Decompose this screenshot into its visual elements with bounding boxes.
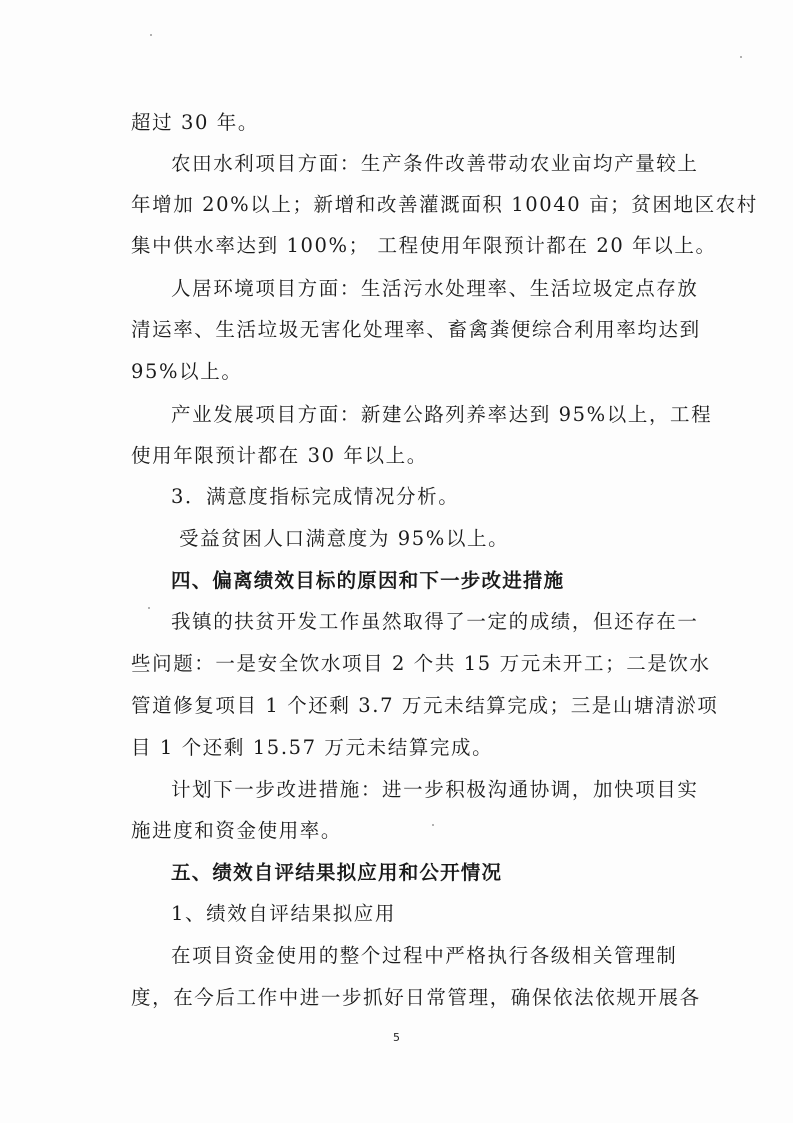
scan-speck (150, 34, 152, 36)
section-subheading: 1、绩效自评结果拟应用 (171, 902, 397, 925)
paragraph-line: 受益贫困人口满意度为 95%以上。 (179, 527, 510, 550)
paragraph-line: 农田水利项目方面：生产条件改善带动农业亩均产量较上 (171, 152, 699, 175)
section-heading-4: 四、偏离绩效目标的原因和下一步改进措施 (171, 569, 565, 592)
paragraph-line: 施进度和资金使用率。 (131, 819, 343, 842)
paragraph-line: 产业发展项目方面：新建公路列养率达到 95%以上，工程 (171, 403, 713, 426)
paragraph-line: 集中供水率达到 100%； 工程使用年限预计都在 20 年以上。 (131, 234, 717, 257)
section-subheading: 3．满意度指标完成情况分析。 (171, 485, 460, 508)
paragraph-line: 超过 30 年。 (131, 111, 260, 134)
paragraph-line: 年增加 20%以上；新增和改善灌溉面积 10040 亩；贫困地区农村 (131, 193, 758, 216)
paragraph-line: 清运率、生活垃圾无害化处理率、畜禽粪便综合利用率均达到 (131, 318, 701, 341)
section-heading-5: 五、绩效自评结果拟应用和公开情况 (171, 861, 503, 884)
paragraph-line: 度，在今后工作中进一步抓好日常管理，确保依法依规开展各 (131, 986, 701, 1009)
paragraph-line: 在项目资金使用的整个过程中严格执行各级相关管理制 (171, 944, 678, 967)
paragraph-line: 目 1 个还剩 15.57 万元未结算完成。 (131, 736, 494, 759)
paragraph-line: 人居环境项目方面：生活污水处理率、生活垃圾定点存放 (171, 277, 699, 300)
paragraph-line: 95%以上。 (131, 360, 243, 383)
paragraph-line: 管道修复项目 1 个还剩 3.7 万元未结算完成；三是山塘清淤项 (131, 694, 719, 717)
paragraph-line: 使用年限预计都在 30 年以上。 (131, 444, 428, 467)
paragraph-line: 计划下一步改进措施：进一步积极沟通协调，加快项目实 (171, 778, 699, 801)
scan-speck (740, 56, 742, 58)
scan-speck (432, 824, 434, 826)
scan-speck (148, 607, 150, 609)
paragraph-line: 我镇的扶贫开发工作虽然取得了一定的成绩，但还存在一 (171, 610, 699, 633)
paragraph-line: 些问题：一是安全饮水项目 2 个共 15 万元未开工；二是饮水 (131, 652, 711, 675)
page-number: 5 (393, 1031, 400, 1044)
